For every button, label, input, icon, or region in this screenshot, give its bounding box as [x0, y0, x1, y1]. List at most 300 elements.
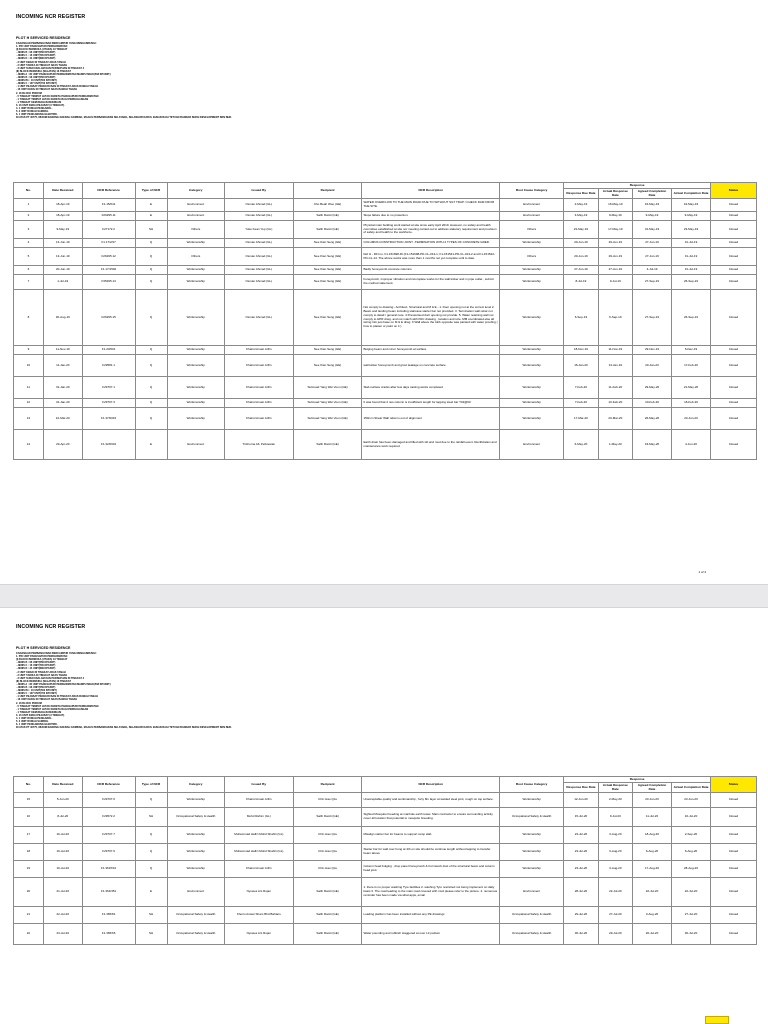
- cell-status: Closed: [711, 793, 757, 808]
- cell-actual-completion: 23-May-19: [672, 221, 711, 239]
- cell-ncr-desc: Bulging beam and minor honeycomb at surface: [362, 346, 500, 355]
- cell-no: 11: [14, 377, 44, 399]
- cell-date-received: 11-Nov-19: [43, 346, 82, 355]
- description-line: 1. 555 UNIT PANGSAPURI PERKHIDMATAN: [16, 45, 68, 49]
- cell-response-due: 12-Jun-20: [564, 793, 598, 808]
- description-line: - JENIS B1 : 16 UNIT(500 KP/UNIT): [16, 689, 57, 693]
- cell-issued-by: Osman Ahmad (GL): [224, 199, 293, 212]
- cell-agreed-completion: 19-May-20: [633, 430, 672, 460]
- cell-no: 7: [14, 275, 44, 290]
- cell-date-received: 31-Jan-20: [43, 377, 82, 399]
- cell-agreed-completion: 9-May-19: [633, 212, 672, 221]
- cell-no: 18: [14, 844, 44, 861]
- cell-status: Closed: [711, 924, 757, 945]
- description-line: - 1 UNIT PEJABAT PENGURUSAN DI TINGKAT ARAS BAWAH TANAH: [16, 85, 98, 89]
- cell-type: Q: [135, 377, 167, 399]
- cell-agreed-completion: 18-Aug-20: [633, 827, 672, 844]
- cell-agreed-completion: 26-May-20: [633, 408, 672, 430]
- cell-date-received: 9-May-19: [43, 221, 82, 239]
- cell-recipient: Chin Hao Qze: [293, 827, 362, 844]
- cell-ncr-desc: Water pounding and rubbish staggered at over L3 podium: [362, 924, 500, 945]
- cell-actual-response: 22-Jul-20: [598, 878, 632, 907]
- table-row: [14, 221, 757, 239]
- description-line: - 1 TINGKAT KEMUDAHAN REKREASI: [16, 100, 62, 104]
- project-description: [16, 652, 536, 729]
- description-line: 5. 2 UNIT RUMAH SAMPAH.: [16, 110, 49, 114]
- cell-type: Q: [135, 408, 167, 430]
- cell-issued-by: Osman Ahmad (GL): [224, 266, 293, 275]
- cell-response-due: 8-Jul-19: [564, 275, 598, 290]
- cell-actual-response: 10-Feb-20: [598, 399, 632, 408]
- cell-actual-completion: 16-Feb-20: [672, 399, 711, 408]
- cell-ncr-desc: Misalign starter bar for beams to support ramp slab.: [362, 827, 500, 844]
- cell-actual-completion: 6-Aug-20: [672, 844, 711, 861]
- description-line: - 1 TINGKAT KEMUDAHAN REKREASI: [16, 710, 62, 714]
- cell-agreed-completion: 20-Jan-20: [633, 355, 672, 377]
- table-row: [14, 266, 757, 275]
- cell-response-due: 23-Jul-20: [564, 827, 598, 844]
- cell-type: SH: [135, 221, 167, 239]
- table-row: [14, 239, 757, 248]
- cell-actual-response: 20-Mar-20: [598, 408, 632, 430]
- description-line: (II) BLOCK BERMUKA (SELATAN) 16 TINGKAT: [16, 69, 71, 73]
- cell-actual-completion: 28-Aug-20: [672, 861, 711, 878]
- description-line: 5. 2 UNIT RUMAH SAMPAH.: [16, 720, 49, 724]
- cell-issued-by: Khairul Anuar Arifin: [224, 346, 293, 355]
- table-row: [14, 844, 757, 861]
- col-agreed-completion: Agreed Completion Date: [633, 783, 672, 793]
- description-line: (I) BLOCK BERMUKA (UTARA) 16 TINGKAT: [16, 658, 68, 662]
- description-line: - JENIS C : 107 UNIT(700 KP/UNIT): [16, 692, 57, 696]
- cell-issued-by: Muhammad Hafizi Mohd Shafizi (GL): [224, 844, 293, 861]
- cell-date-received: 10-Mar-20: [43, 408, 82, 430]
- cell-ncr-ref: F29707.9: [82, 844, 135, 861]
- cell-recipient: Salih Ramli (GE): [293, 907, 362, 924]
- cell-actual-response: 27-Jul-20: [598, 907, 632, 924]
- cell-type: E: [135, 212, 167, 221]
- cell-ncr-ref: F1.23/001: [82, 346, 135, 355]
- cell-ncr-desc: Loading platform has been installed without any PE drawings: [362, 907, 500, 924]
- cell-root-cause: Occupational Safety & Health: [500, 907, 564, 924]
- description-line: - JENIS A : 36 UNIT PANGSAPURI PERKHIDMATAN MAMPU MILIK(508 KP/UNIT): [16, 72, 111, 76]
- cell-actual-completion: 6-Dec-19: [672, 346, 711, 355]
- cell-actual-completion: 26-Sep-19: [672, 275, 711, 290]
- cell-ncr-ref: F29707.7: [82, 827, 135, 844]
- cell-type: E: [135, 199, 167, 212]
- cell-ncr-ref: F29572.2: [82, 808, 135, 827]
- cell-issued-by: Khairul Anuar Arifin: [224, 355, 293, 377]
- cell-status: Closed: [711, 878, 757, 907]
- cell-agreed-completion: 26-Jul-20: [633, 924, 672, 945]
- cell-date-received: 18-Apr-19: [43, 212, 82, 221]
- cell-actual-completion: 31-Jul-19: [672, 248, 711, 266]
- description-line: - 1 TINGKAT TEMPAT LETAK KERETA BAGI PERDAGANGAN: [16, 97, 89, 101]
- cell-ncr-ref: F29581.1: [82, 355, 135, 377]
- description-line: - 5 TINGKAT TEMPAT LETAK KERETA PANGSAPURI PERKHIDMATAN: [16, 704, 99, 708]
- cell-actual-response: 17-May-19: [598, 221, 632, 239]
- cell-actual-completion: 23-Jun-20: [672, 793, 711, 808]
- cell-type: Q: [135, 827, 167, 844]
- cell-category: Environment: [167, 430, 224, 460]
- cell-recipient: Chin Hao Qze: [293, 861, 362, 878]
- cell-category: Environment: [167, 878, 224, 907]
- cell-actual-completion: 22-Jul-20: [672, 878, 711, 907]
- cell-issued-by: Osman Ahmad (GL): [224, 212, 293, 221]
- cell-actual-response: 29-Jul-20: [598, 924, 632, 945]
- project-description: [16, 42, 536, 119]
- col-ncr-ref: NCR Reference: [82, 183, 135, 199]
- cell-agreed-completion: 27-Sep-19: [633, 290, 672, 346]
- cell-recipient: Cho Beah Woo (GE): [293, 199, 362, 212]
- cell-issued-by: Osman Ahmad (GL): [224, 290, 293, 346]
- cell-ncr-ref: F1.37/0016: [82, 408, 135, 430]
- cell-response-due: 29-Jul-20: [564, 907, 598, 924]
- cell-status: Closed: [711, 808, 757, 827]
- cell-agreed-completion: 31-May-19: [633, 221, 672, 239]
- cell-response-due: 6-May-20: [564, 430, 598, 460]
- cell-status: Closed: [711, 212, 757, 221]
- cell-status: Closed: [711, 266, 757, 275]
- cell-recipient: Sulmuad Yang Wei Voon (GE): [293, 399, 362, 408]
- description-line: 4. 1 UNIT RUMAH PENGAWAL.: [16, 106, 53, 110]
- cell-status: Closed: [711, 861, 757, 878]
- cell-ncr-desc: 150mm Shear Wall rebar is out of alignment: [362, 408, 500, 430]
- description-line: - JENIS D : 44 UNIT(898 KP/UNIT): [16, 667, 56, 671]
- description-line: (I) BLOCK BERMUKA (UTARA) 16 TINGKAT: [16, 48, 68, 52]
- cell-ncr-desc: Column head bulging , drop panel honeycomb & Formwork dust of the structural beam and column head joint.: [362, 861, 500, 878]
- description-line: - 3 UNIT SURAU/DALAM DAN PERSEPUAN DI TINGKAT 4: [16, 66, 85, 70]
- cell-root-cause: Workmanship: [500, 275, 564, 290]
- cell-ncr-desc: Ref H - RFI no. F1.151698-ID (F1-151698-PD-CL-013-1; F1-151541-PD-CL-013-2 and F1-151542-PD-CL-14. The above works was more than 1 months not yet complete until to date.: [362, 248, 500, 266]
- table-row: [14, 827, 757, 844]
- cell-no: 9: [14, 346, 44, 355]
- cell-no: 17: [14, 827, 44, 844]
- cell-no: 22: [14, 924, 44, 945]
- cell-issued-by: Nyowes A/L Rojan: [224, 878, 293, 907]
- description-line: 1. 555 UNIT PANGSAPURI PERKHIDMATAN: [16, 655, 68, 659]
- cell-category: Workmanship: [167, 290, 224, 346]
- cell-root-cause: Environment: [500, 878, 564, 907]
- cell-response-due: 20-Jun-19: [564, 239, 598, 248]
- description-line: - JENIS C : 107 UNIT(700 KP/UNIT): [16, 82, 57, 86]
- cell-issued-by: Khoiru Anwar Sham Bhd Bahtars: [224, 907, 293, 924]
- col-root-cause: Root Cause Category: [500, 777, 564, 793]
- col-category: Category: [167, 183, 224, 199]
- cell-ncr-desc: honeycomb, improper vibration and incomplete works for the wall kicker and m pipe outlet , submit the method statement.: [362, 275, 500, 290]
- cell-issued-by: Osman Ahmad (GL): [224, 248, 293, 266]
- cell-recipient: Nee Kian Seng (GE): [293, 290, 362, 346]
- description-line: - 5 TINGKAT TEMPAT LETAK KERETA PANGSAPURI PERKHIDMATAN: [16, 94, 99, 98]
- description-line: - 1 TINGKAT TEMPAT LETAK KERETA BAGI PERDAGANGAN: [16, 707, 89, 711]
- cell-status: Closed: [711, 907, 757, 924]
- cell-agreed-completion: 27-Sep-19: [633, 275, 672, 290]
- cell-type: Q: [135, 239, 167, 248]
- cell-status: Closed: [711, 275, 757, 290]
- table-row: [14, 808, 757, 827]
- cell-recipient: Salih Ramli (GE): [293, 924, 362, 945]
- page-separator: [0, 584, 768, 608]
- cell-response-due: 27-Jun-19: [564, 266, 598, 275]
- cell-status: Closed: [711, 355, 757, 377]
- col-recipient: Recipient: [293, 777, 362, 793]
- cell-recipient: Salih Ramli (GE): [293, 212, 362, 221]
- cell-actual-response: 13-Jan-19: [598, 355, 632, 377]
- cell-agreed-completion: 29-May-20: [633, 377, 672, 399]
- cell-type: Q: [135, 844, 167, 861]
- description-line: CADANGAN PEMBANGUNAN BERCAMPUR YANG MENGANDUNGI:: [16, 652, 97, 655]
- table-row: [14, 924, 757, 945]
- cell-category: Others: [167, 248, 224, 266]
- cell-agreed-completion: 29-Nov-19: [633, 346, 672, 355]
- cell-category: Workmanship: [167, 844, 224, 861]
- cell-no: 20: [14, 878, 44, 907]
- cell-response-due: 6-Sep-19: [564, 290, 598, 346]
- cell-agreed-completion: 16-May-19: [633, 199, 672, 212]
- col-status: Status: [711, 183, 757, 199]
- cell-actual-completion: 16-Jul-20: [672, 808, 711, 827]
- cell-category: Environment: [167, 212, 224, 221]
- cell-response-due: 20-Jun-19: [564, 248, 598, 266]
- cell-ncr-desc: Slab surface cracks after few days casting works completed: [362, 377, 500, 399]
- cell-recipient: Salih Ramli (GE): [293, 221, 362, 239]
- cell-agreed-completion: 10-Feb-20: [633, 399, 672, 408]
- description-line: (II) BLOCK BERMUKA (SELATAN) 16 TINGKAT: [16, 679, 71, 683]
- cell-no: 4: [14, 239, 44, 248]
- cell-ncr-ref: F1.365/66: [82, 924, 135, 945]
- cell-date-received: 22-Jul-20: [43, 907, 82, 924]
- page-number: 1 of 4: [698, 570, 706, 574]
- cell-root-cause: Workmanship: [500, 399, 564, 408]
- cell-agreed-completion: 27-Jun-19: [633, 239, 672, 248]
- cell-date-received: 5-Jun-20: [43, 793, 82, 808]
- cell-ncr-ref: F29707.3: [82, 399, 135, 408]
- description-line: DI ATAS PT 40775, MUKIM RAWANG DAERAH GOMBAK, MAJLIS PERBANDARAN SELAYANG, SELANGOR DARUL EHSAN BAGI TETUAN BANDAR SERAI DEVELOPMENT SDN BHD.: [16, 116, 232, 120]
- cell-ncr-ref: F26295.12: [82, 248, 135, 266]
- cell-type: Q: [135, 290, 167, 346]
- cell-type: E: [135, 430, 167, 460]
- table-row: [14, 377, 757, 399]
- cell-root-cause: Workmanship: [500, 266, 564, 275]
- cell-date-received: 20-Jun-19: [43, 266, 82, 275]
- cell-status: Closed: [711, 346, 757, 355]
- col-root-cause: Root Cause Category: [500, 183, 564, 199]
- col-actual-response: Actual Response Date: [598, 189, 632, 199]
- cell-actual-completion: 30-Jul-20: [672, 924, 711, 945]
- col-recipient: Recipient: [293, 183, 362, 199]
- cell-agreed-completion: 6-Aug-20: [633, 844, 672, 861]
- cell-root-cause: Workmanship: [500, 355, 564, 377]
- cell-type: Q: [135, 861, 167, 878]
- cell-actual-completion: 31-Jul-19: [672, 266, 711, 275]
- cell-ncr-ref: F26295.11: [82, 212, 135, 221]
- cell-category: Workmanship: [167, 399, 224, 408]
- cell-recipient: Salih Ramli (GE): [293, 808, 362, 827]
- cell-status: Closed: [711, 199, 757, 212]
- cell-actual-completion: 4-Jun-20: [672, 430, 711, 460]
- col-response-group: Response: [564, 183, 711, 189]
- cell-response-due: 30-Jul-20: [564, 924, 598, 945]
- cell-date-received: 16-Jul-20: [43, 861, 82, 878]
- col-issued-by: Issued By: [224, 777, 293, 793]
- description-line: - 16 UNIT KEDAI DI TINGKAT ARAS BAWAH TANAH: [16, 698, 78, 702]
- cell-status: Closed: [711, 408, 757, 430]
- register-title: INCOMING NCR REGISTER: [16, 624, 86, 630]
- cell-root-cause: Others: [500, 221, 564, 239]
- cell-category: Environment: [167, 199, 224, 212]
- cell-no: 6: [14, 266, 44, 275]
- cell-recipient: Nee Kian Seng (GE): [293, 266, 362, 275]
- cell-actual-response: 27-Jun-19: [598, 266, 632, 275]
- cell-no: 15: [14, 793, 44, 808]
- ncr-table: [13, 182, 757, 460]
- cell-ncr-ref: F29707.6: [82, 793, 135, 808]
- col-actual-completion: Actual Completion Date: [672, 189, 711, 199]
- col-ncr-desc: NCR Description: [362, 183, 500, 199]
- description-line: 6. 1 UNIT PENCAWANG ELEKTRIK.: [16, 723, 58, 727]
- col-response-due: Response Due Date: [564, 189, 598, 199]
- table-row: [14, 290, 757, 346]
- description-line: - 2 UNIT KEDAI DI TINGKAT ARAS TANAH: [16, 60, 66, 64]
- cell-date-received: 31-Jan-20: [43, 399, 82, 408]
- cell-response-due: 3-May-19: [564, 212, 598, 221]
- description-line: - 16 UNIT KEDAI DI TINGKAT ARAS BAWAH TANAH: [16, 88, 78, 92]
- description-line: - JENIS B : 96 UNIT(558 KP/UNIT): [16, 51, 56, 55]
- cell-issued-by: Nyowes A/L Rojan: [224, 924, 293, 945]
- col-category: Category: [167, 777, 224, 793]
- cell-ncr-desc: COLUMNS CONSTRUCTION JOINT -TERMINATION WITH 2 TYPES OF CONCRETE GRED.: [362, 239, 500, 248]
- cell-date-received: 30-Aug-19: [43, 290, 82, 346]
- description-line: - JENIS B1 : 16 UNIT(500 KP/UNIT): [16, 79, 57, 83]
- cell-status: Closed: [711, 221, 757, 239]
- cell-no: 21: [14, 907, 44, 924]
- cell-no: 1: [14, 199, 44, 212]
- table-row: [14, 430, 757, 460]
- cell-actual-completion: 17-Feb-20: [672, 355, 711, 377]
- cell-no: 12: [14, 399, 44, 408]
- cell-root-cause: Workmanship: [500, 827, 564, 844]
- description-line: 2. 18 BLOCK PODIUM: [16, 701, 42, 705]
- cell-category: Workmanship: [167, 239, 224, 248]
- cell-actual-response: 9-Jul-19: [598, 275, 632, 290]
- cell-actual-completion: 23-Jun-20: [672, 408, 711, 430]
- description-line: 2. 18 BLOCK PODIUM: [16, 91, 42, 95]
- table-row: [14, 399, 757, 408]
- cell-category: Occupational Safety & Health: [167, 907, 224, 924]
- description-line: - 2 UNIT TADIKA DI TINGKAT ARAS TANAH: [16, 63, 68, 67]
- cell-actual-completion: 26-Sep-19: [672, 290, 711, 346]
- description-line: 4. 1 UNIT RUMAH PENGAWAL.: [16, 716, 53, 720]
- cell-agreed-completion: 27-Jun-19: [633, 248, 672, 266]
- cell-category: Workmanship: [167, 355, 224, 377]
- col-type: Type of NCR: [135, 183, 167, 199]
- table-row: [14, 907, 757, 924]
- cell-status: Closed: [711, 827, 757, 844]
- cell-date-received: 16-Jul-20: [43, 844, 82, 861]
- cell-issued-by: Khairul Anuar Arifin: [224, 399, 293, 408]
- cell-date-received: 16-Jul-20: [43, 827, 82, 844]
- table-row: [14, 212, 757, 221]
- cell-category: Others: [167, 221, 224, 239]
- cell-ncr-desc: Not comply to drawing:- Architect, Structural and M & E - 1. Door opening not at the correct level 2. Beam and landing beam including staircase starter bar not provided. 3. Termination wall rebar not comply to detail / general note. 4 Pressurised duct opening not provide. 5. Water retaining wall not comply to HPR drwg. and not match with PAC drawing , location and size. MM coordinated else all wiring info just base on M & E drwg. 6 Wall above the lobb opposite was painted with water proofing ( how to plaster or paint on it ).: [362, 290, 500, 346]
- col-date-received: Date Received: [43, 777, 82, 793]
- cell-ncr-ref: F1.17/1502: [82, 266, 135, 275]
- cell-status: Closed: [711, 290, 757, 346]
- cell-status: Closed: [711, 239, 757, 248]
- project-name: PLOT H SERVICED RESIDENCE: [16, 646, 71, 650]
- table-row: [14, 878, 757, 907]
- cell-type: SH: [135, 924, 167, 945]
- cell-recipient: Sulmuad Yang Wei Voon (GE): [293, 377, 362, 399]
- cell-category: Workmanship: [167, 346, 224, 355]
- cell-actual-completion: 2-Sep-20: [672, 827, 711, 844]
- cell-type: Q: [135, 275, 167, 290]
- cell-issued-by: Tirshorna A/L Pellusaran: [224, 430, 293, 460]
- cell-agreed-completion: 3-Aug-20: [633, 907, 672, 924]
- description-line: - JENIS B : 96 UNIT(558 KP/UNIT): [16, 76, 56, 80]
- cell-category: Workmanship: [167, 793, 224, 808]
- cell-no: 8: [14, 290, 44, 346]
- cell-date-received: 1-Jul-19: [43, 275, 82, 290]
- cell-category: Workmanship: [167, 827, 224, 844]
- cell-root-cause: Occupational Safety & Health: [500, 808, 564, 827]
- cell-response-due: 28-Jul-20: [564, 878, 598, 907]
- cell-issued-by: Osman Ahmad (GL): [224, 275, 293, 290]
- ncr-table: [13, 776, 757, 945]
- cell-agreed-completion: 11-Jul-20: [633, 808, 672, 827]
- cell-issued-by: Khairul Anuar Arifin: [224, 861, 293, 878]
- cell-actual-response: 6-Sep-19: [598, 290, 632, 346]
- cell-recipient: Nee Kian Seng (GE): [293, 275, 362, 290]
- col-actual-response: Actual Response Date: [598, 783, 632, 793]
- col-no: No.: [14, 183, 44, 199]
- description-line: - JENIS C : 16 UNIT(700 KP/UNIT): [16, 664, 56, 668]
- description-line: - JENIS C : 16 UNIT(700 KP/UNIT): [16, 54, 56, 58]
- cell-no: 19: [14, 861, 44, 878]
- cell-root-cause: Workmanship: [500, 793, 564, 808]
- table-row: [14, 248, 757, 266]
- col-agreed-completion: Agreed Completion Date: [633, 189, 672, 199]
- cell-category: Workmanship: [167, 377, 224, 399]
- cell-type: SH: [135, 907, 167, 924]
- cell-actual-response: 29-Jun-19: [598, 239, 632, 248]
- cell-issued-by: Osman Ahmad (GL): [224, 239, 293, 248]
- cell-type: SH: [135, 808, 167, 827]
- col-type: Type of NCR: [135, 777, 167, 793]
- cell-ncr-desc: wall kicker honeycomb and grout leakage on concrete surface: [362, 355, 500, 377]
- cell-recipient: Salih Ramli (GE): [293, 430, 362, 460]
- cell-issued-by: Khairul Anuar Arifin: [224, 793, 293, 808]
- cell-date-received: 13-Jun-19: [43, 239, 82, 248]
- cell-ncr-ref: F1.364/351: [82, 878, 135, 907]
- cell-issued-by: Muhammad Hafizi Mohd Shafizi (GL): [224, 827, 293, 844]
- cell-actual-completion: 9-May-19: [672, 212, 711, 221]
- col-response-due: Response Due Date: [564, 783, 598, 793]
- cell-category: Workmanship: [167, 408, 224, 430]
- cell-actual-response: 3-Aug-20: [598, 827, 632, 844]
- cell-no: 10: [14, 355, 44, 377]
- description-line: 6. 1 UNIT PENCAWANG ELEKTRIK.: [16, 113, 58, 117]
- cell-root-cause: Workmanship: [500, 377, 564, 399]
- description-line: - JENIS D : 44 UNIT(898 KP/UNIT): [16, 57, 56, 61]
- table-row: [14, 408, 757, 430]
- cell-category: Workmanship: [167, 275, 224, 290]
- cell-recipient: Nee Kian Seng (GE): [293, 239, 362, 248]
- cell-category: Workmanship: [167, 861, 224, 878]
- cell-ncr-ref: F1.365/81: [82, 907, 135, 924]
- cell-actual-completion: 16-May-19: [672, 199, 711, 212]
- cell-actual-response: 29-Jun-19: [598, 248, 632, 266]
- cell-ncr-ref: F35295.13: [82, 275, 135, 290]
